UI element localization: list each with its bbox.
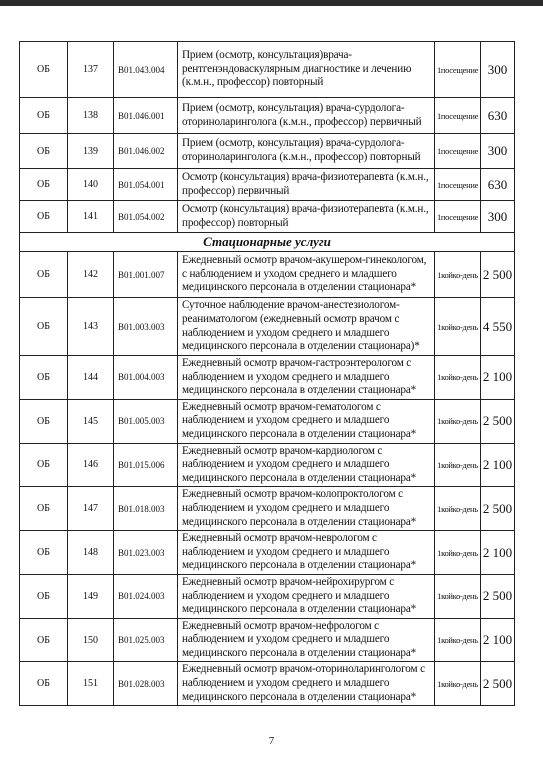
row-type: ОБ [20, 134, 68, 169]
service-price: 300 [481, 42, 515, 98]
service-name: Ежедневный осмотр врачом-гематологом с наблюдением и уходом среднего и младшего медицинского персонала в отделении стационара* [178, 399, 435, 443]
service-unit: 1койко-день [435, 618, 481, 662]
service-name: Осмотр (консультация) врача-физиотерапевта (к.м.н., профессор) первичный [178, 169, 435, 201]
section-title: Стационарные услуги [20, 233, 515, 252]
table-row [20, 443, 515, 487]
service-code: В01.023.003 [114, 531, 178, 575]
row-number: 140 [68, 169, 114, 201]
service-unit: 1посещение [435, 42, 481, 98]
service-price: 2 100 [481, 531, 515, 575]
row-number: 141 [68, 201, 114, 233]
service-name: Прием (осмотр, консультация)врача-рентгенэндоваскулярным диагностике и лечению (к.м.н., профессор) повторный [178, 42, 435, 98]
service-price: 630 [481, 169, 515, 201]
service-price: 300 [481, 201, 515, 233]
service-name: Прием (осмотр, консультация) врача-сурдолога-оториноларинголога (к.м.н., профессор) повторный [178, 134, 435, 169]
service-code: В01.024.003 [114, 574, 178, 618]
service-unit: 1койко-день [435, 252, 481, 298]
service-unit: 1койко-день [435, 443, 481, 487]
row-type: ОБ [20, 98, 68, 134]
table-row [20, 574, 515, 618]
service-price: 2 500 [481, 662, 515, 706]
table-row [20, 42, 515, 98]
row-number: 151 [68, 662, 114, 706]
service-name: Прием (осмотр, консультация) врача-сурдолога-оториноларинголога (к.м.н., профессор) первичный [178, 98, 435, 134]
service-unit: 1посещение [435, 169, 481, 201]
table-row [20, 487, 515, 531]
service-price: 630 [481, 98, 515, 134]
table-row [20, 662, 515, 706]
service-code: В01.054.001 [114, 169, 178, 201]
row-number: 147 [68, 487, 114, 531]
table-row [20, 618, 515, 662]
service-name: Осмотр (консультация) врача-физиотерапевта (к.м.н., профессор) повторный [178, 201, 435, 233]
row-type: ОБ [20, 487, 68, 531]
service-unit: 1койко-день [435, 574, 481, 618]
row-type: ОБ [20, 443, 68, 487]
service-code: В01.001.007 [114, 252, 178, 298]
table-row [20, 201, 515, 233]
service-name: Ежедневный осмотр врачом-неврологом с наблюдением и уходом среднего и младшего медицинского персонала в отделении стационара* [178, 531, 435, 575]
row-type: ОБ [20, 618, 68, 662]
service-unit: 1койко-день [435, 356, 481, 400]
service-unit: 1койко-день [435, 399, 481, 443]
table-row [20, 98, 515, 134]
service-code: В01.043.004 [114, 42, 178, 98]
row-type: ОБ [20, 356, 68, 400]
service-price: 300 [481, 134, 515, 169]
row-number: 144 [68, 356, 114, 400]
service-unit: 1койко-день [435, 487, 481, 531]
service-name: Ежедневный осмотр врачом-оториноларингологом с наблюдением и уходом среднего и младшего медицинского персонала в отделении стационара* [178, 662, 435, 706]
row-type: ОБ [20, 252, 68, 298]
row-type: ОБ [20, 298, 68, 356]
service-name: Ежедневный осмотр врачом-колопроктологом с наблюдением и уходом среднего и младшего медицинского персонала в отделении стационара* [178, 487, 435, 531]
row-number: 143 [68, 298, 114, 356]
service-name: Ежедневный осмотр врачом-акушером-гинекологом, с наблюдением и уходом среднего и младшего медицинского персонала в отделении стационара* [178, 252, 435, 298]
service-code: В01.015.006 [114, 443, 178, 487]
row-number: 146 [68, 443, 114, 487]
row-type: ОБ [20, 201, 68, 233]
table-row [20, 169, 515, 201]
service-price: 2 500 [481, 252, 515, 298]
row-number: 137 [68, 42, 114, 98]
table-row [20, 531, 515, 575]
row-type: ОБ [20, 399, 68, 443]
service-unit: 1посещение [435, 98, 481, 134]
service-unit: 1посещение [435, 201, 481, 233]
row-type: ОБ [20, 169, 68, 201]
table-row [20, 298, 515, 356]
service-code: В01.046.001 [114, 98, 178, 134]
service-name: Ежедневный осмотр врачом-гастроэнтерологом с наблюдением и уходом среднего и младшего медицинского персонала в отделении стационара* [178, 356, 435, 400]
row-number: 145 [68, 399, 114, 443]
service-name: Ежедневный осмотр врачом-нефрологом с наблюдением и уходом среднего и младшего медицинского персонала в отделении стационара* [178, 618, 435, 662]
service-unit: 1койко-день [435, 298, 481, 356]
service-unit: 1койко-день [435, 662, 481, 706]
row-number: 150 [68, 618, 114, 662]
page-number: 7 [268, 735, 275, 747]
row-type: ОБ [20, 574, 68, 618]
service-code: В01.004.003 [114, 356, 178, 400]
table-row [20, 356, 515, 400]
table-row [20, 399, 515, 443]
service-price: 2 100 [481, 356, 515, 400]
service-unit: 1посещение [435, 134, 481, 169]
service-code: В01.005.003 [114, 399, 178, 443]
service-code: В01.025.003 [114, 618, 178, 662]
price-list-table [19, 41, 515, 706]
service-code: В01.054.002 [114, 201, 178, 233]
row-number: 149 [68, 574, 114, 618]
row-type: ОБ [20, 42, 68, 98]
service-code: В01.046.002 [114, 134, 178, 169]
service-code: В01.028.003 [114, 662, 178, 706]
service-price: 2 500 [481, 487, 515, 531]
service-name: Ежедневный осмотр врачом-нейрохирургом с наблюдением и уходом среднего и младшего медицинского персонала в отделении стационара* [178, 574, 435, 618]
service-price: 2 100 [481, 618, 515, 662]
service-code: В01.003.003 [114, 298, 178, 356]
service-name: Ежедневный осмотр врачом-кардиологом с наблюдением и уходом среднего и младшего медицинского персонала в отделении стационара* [178, 443, 435, 487]
service-unit: 1койко-день [435, 531, 481, 575]
service-price: 2 100 [481, 443, 515, 487]
service-price: 2 500 [481, 399, 515, 443]
scan-top-edge [0, 0, 543, 6]
row-type: ОБ [20, 662, 68, 706]
service-price: 4 550 [481, 298, 515, 356]
row-number: 139 [68, 134, 114, 169]
service-name: Суточное наблюдение врачом-анестезиологом-реаниматологом (ежедневный осмотр врачом с наблюдением и уходом среднего и младшего медицинского персонала в отделении стационара)* [178, 298, 435, 356]
section-row [20, 233, 515, 252]
row-type: ОБ [20, 531, 68, 575]
service-price: 2 500 [481, 574, 515, 618]
row-number: 142 [68, 252, 114, 298]
row-number: 148 [68, 531, 114, 575]
table-row [20, 252, 515, 298]
table-row [20, 134, 515, 169]
row-number: 138 [68, 98, 114, 134]
service-code: В01.018.003 [114, 487, 178, 531]
